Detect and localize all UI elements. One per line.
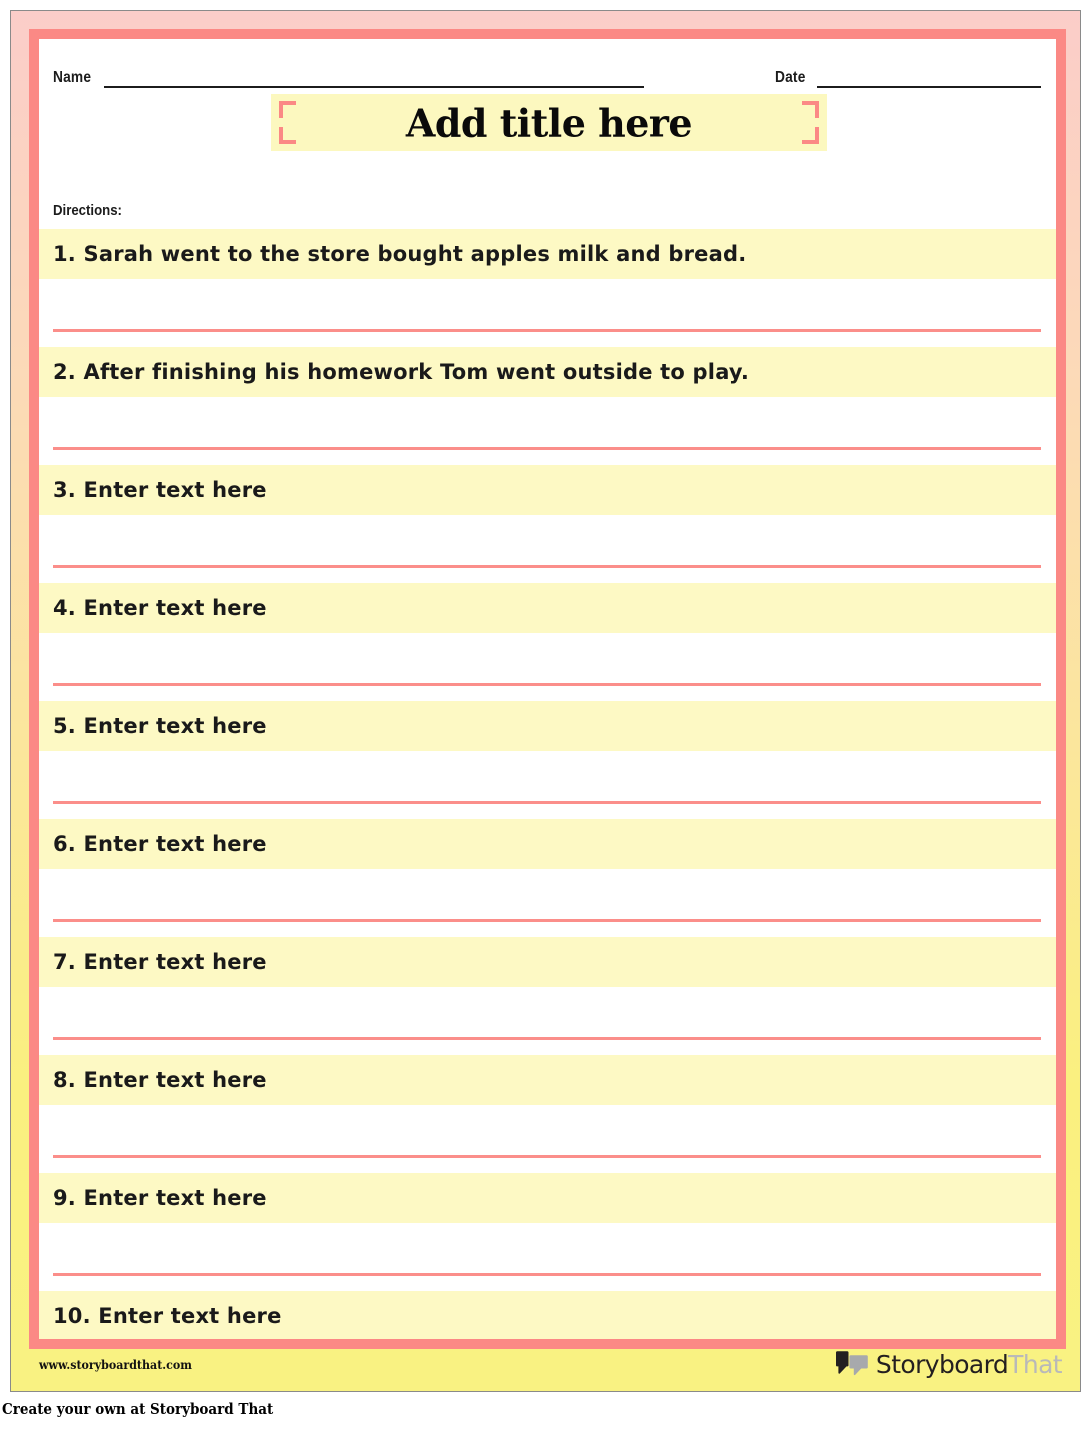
worksheet-sheet	[39, 39, 1056, 1339]
page-caption: Create your own at Storyboard That	[2, 1400, 274, 1418]
question-text: 2. After finishing his homework Tom went outside to play.	[53, 360, 750, 384]
question-row	[39, 583, 1056, 701]
answer-line[interactable]	[53, 1155, 1041, 1158]
question-band[interactable]	[39, 819, 1056, 869]
question-band[interactable]	[39, 1291, 1056, 1339]
logo-wordmark	[875, 1349, 1062, 1379]
answer-line[interactable]	[53, 919, 1041, 922]
header-row	[39, 57, 1056, 89]
footer-url: www.storyboardthat.com	[39, 1358, 192, 1372]
answer-line[interactable]	[53, 801, 1041, 804]
question-text: 3. Enter text here	[53, 478, 267, 502]
worksheet-frame	[29, 29, 1066, 1349]
question-text: 9. Enter text here	[53, 1186, 267, 1210]
question-row	[39, 465, 1056, 583]
page-title: Add title here	[405, 100, 693, 145]
question-text: 5. Enter text here	[53, 714, 267, 738]
question-band[interactable]	[39, 1055, 1056, 1105]
date-label: Date	[775, 69, 806, 86]
question-row	[39, 937, 1056, 1055]
question-text: 6. Enter text here	[53, 832, 267, 856]
question-text: 4. Enter text here	[53, 596, 267, 620]
answer-line[interactable]	[53, 329, 1041, 332]
worksheet-page	[10, 10, 1081, 1392]
answer-line[interactable]	[53, 447, 1041, 450]
speech-bubbles-icon	[835, 1351, 869, 1377]
answer-line[interactable]	[53, 683, 1041, 686]
title-box[interactable]	[271, 94, 827, 151]
question-row	[39, 229, 1056, 347]
name-input-line[interactable]	[104, 86, 644, 88]
answer-line[interactable]	[53, 1037, 1041, 1040]
question-band[interactable]	[39, 583, 1056, 633]
date-input-line[interactable]	[817, 86, 1041, 88]
question-band[interactable]	[39, 937, 1056, 987]
logo-text-primary: Storyboard	[875, 1349, 1009, 1379]
question-text: 7. Enter text here	[53, 950, 267, 974]
question-row	[39, 347, 1056, 465]
question-text: 10. Enter text here	[53, 1304, 282, 1328]
question-row	[39, 819, 1056, 937]
question-row	[39, 701, 1056, 819]
question-band[interactable]	[39, 465, 1056, 515]
name-label: Name	[53, 69, 92, 86]
question-row	[39, 1291, 1056, 1339]
answer-line[interactable]	[53, 1273, 1041, 1276]
logo-text-secondary: That	[1008, 1349, 1062, 1379]
directions-label: Directions:	[53, 202, 122, 219]
question-band[interactable]	[39, 347, 1056, 397]
question-band[interactable]	[39, 701, 1056, 751]
question-row	[39, 1173, 1056, 1291]
question-band[interactable]	[39, 1173, 1056, 1223]
question-text: 8. Enter text here	[53, 1068, 267, 1092]
question-text: 1. Sarah went to the store bought apples milk and bread.	[53, 242, 747, 266]
questions-list	[39, 229, 1056, 1339]
question-row	[39, 1055, 1056, 1173]
question-band[interactable]	[39, 229, 1056, 279]
answer-line[interactable]	[53, 565, 1041, 568]
storyboardthat-logo	[835, 1349, 1062, 1379]
